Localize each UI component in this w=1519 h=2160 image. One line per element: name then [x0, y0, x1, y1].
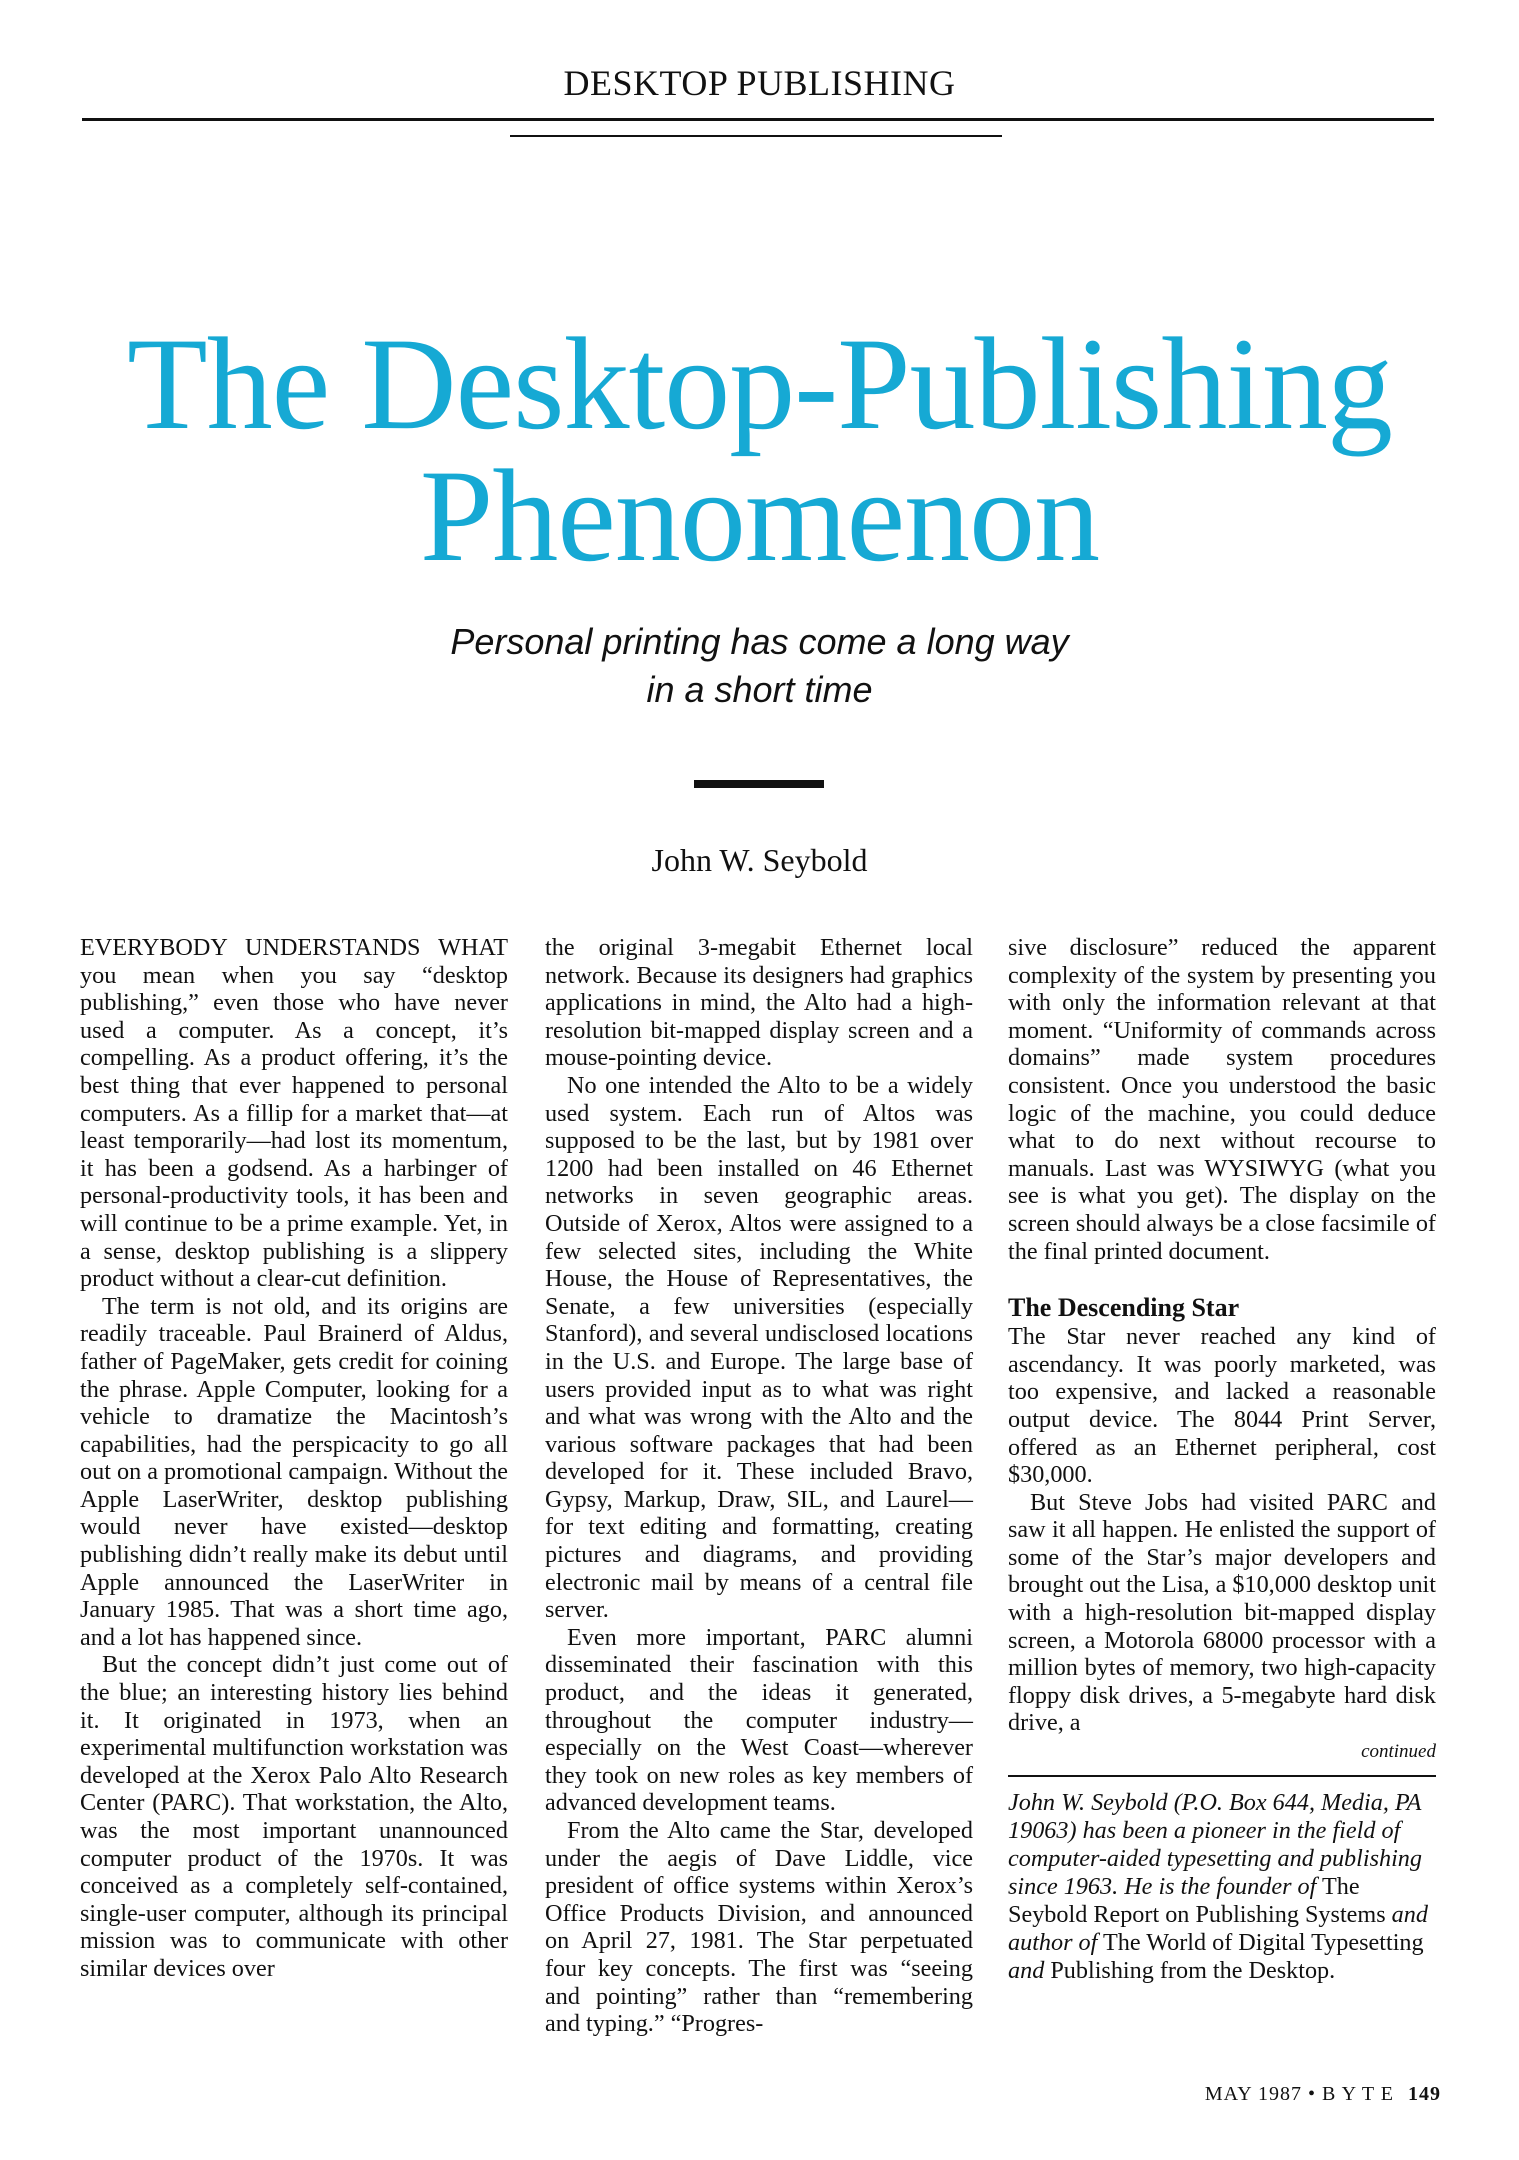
paragraph: No one intended the Alto to be a widely used system. Each run of Altos was supposed to be the last, but by 1981 over 1200 had been installed on 46 Ethernet networks in seven geographic areas. Outside of Xerox, Altos were assigned to a few selected sites, including the White House, the House of Representatives, the Senate, a few universities (especially Stanford), and several undisclosed locations in the U.S. and Europe. The large base of users provided input as to what was right and what was wrong with the Alto and the various software packages that had been developed for it. These included Bravo, Gypsy, Markup, Draw, SIL, and Laurel—for text editing and formatting, creating pictures and diagrams, and providing electronic mail by means of a central file server.	[545, 1071, 973, 1624]
paragraph: sive disclosure” reduced the apparent complexity of the system by presenting you with only the information relevant at that moment. “Uniformity of commands across domains” made system procedures consistent. Once you understood the basic logic of the machine, you could deduce what to do next without recourse to manuals. Last was WYSIWYG (what you see is what you get). The display on the screen should always be a close facsimile of the final printed document.	[1008, 934, 1436, 1265]
page-footer	[1205, 2083, 1441, 2106]
bio-roman-3: Publishing from the Desktop.	[1050, 1957, 1336, 1985]
bio-italic-2: and author of	[1008, 1901, 1428, 1957]
body-column-3	[1008, 934, 1436, 1985]
header-subrule	[510, 135, 1002, 137]
paragraph: From the Alto came the Star, developed under the aegis of Dave Liddle, vice president of office systems within Xerox’s Office Products Division, and announced on April 27, 1981. The Star perpetuated four key concepts. The first was “seeing and pointing” rather than “remembering and typing.” “Progres-	[545, 1817, 973, 2038]
body-column-1	[80, 934, 508, 1983]
bio-rule	[1008, 1775, 1436, 1777]
page-number: 149	[1408, 2083, 1441, 2105]
paragraph: EVERYBODY UNDERSTANDS WHAT you mean when you say “desktop publishing,” even those who have never used a computer. As a concept, it’s compelling. As a product offering, it’s the best thing that ever happened to personal computers. As a fillip for a market that—at least temporarily—had lost its momentum, it has been a godsend. As a harbinger of personal-productivity tools, it has been and will continue to be a prime example. Yet, in a sense, desktop publishing is a slippery product without a clear-cut definition.	[80, 934, 508, 1293]
paragraph: Even more important, PARC alumni disseminated their fascination with this product, and the ideas it generated, throughout the computer industry—especially on the West Coast—wherever they took on new roles as key members of advanced development teams.	[545, 1623, 973, 1817]
header-rule	[82, 118, 1434, 121]
bio-italic-3: and	[1008, 1957, 1045, 1985]
continued-label: continued	[1361, 1741, 1436, 1763]
article-title	[0, 310, 1519, 589]
paragraph: the original 3-megabit Ethernet local network. Because its designers had graphics applications in mind, the Alto had a high-resolution bit-mapped display screen and a mouse-pointing device.	[545, 934, 973, 1072]
article-subtitle	[0, 618, 1519, 714]
author-byline: John W. Seybold	[651, 842, 868, 878]
title-line-1: The Desktop-Publishing	[127, 310, 1392, 457]
bio-roman-1: The Seybold Report on Publishing Systems	[1008, 1873, 1386, 1929]
bio-roman-2: The World of Digital Typesetting	[1103, 1929, 1424, 1957]
paragraph: But Steve Jobs had visited PARC and saw it all happen. He enlisted the support of some of the Star’s major developers and brought out the Lisa, a $10,000 desktop unit with a high-resolution bit-mapped display screen, a Motorola 68000 processor with a million bytes of memory, two high-capacity floppy disk drives, a 5-megabyte hard disk drive, a	[1008, 1488, 1436, 1737]
subtitle-line-2: in a short time	[646, 669, 873, 710]
paragraph: But the concept didn’t just come out of the blue; an interesting history lies behind it. It originated in 1973, when an experimental multifunction workstation was developed at the Xerox Palo Alto Research Center (PARC). That workstation, the Alto, was the most important unannounced computer product of the 1970s. It was conceived as a completely self-contained, single-user computer, although its principal mission was to communicate with other similar devices over	[80, 1651, 508, 1982]
title-divider-bar	[694, 780, 824, 788]
paragraph: The term is not old, and its origins are readily traceable. Paul Brainerd of Aldus, father of PageMaker, gets credit for coining the phrase. Apple Computer, looking for a vehicle to dramatize the Macintosh’s capabilities, had the perspicacity to go all out on a promotional campaign. Without the Apple LaserWriter, desktop publishing would never have existed—desktop publishing didn’t really make its debut until Apple announced the LaserWriter in January 1985. That was a short time ago, and a lot has happened since.	[80, 1292, 508, 1651]
bio-italic-1: John W. Seybold (P.O. Box 644, Media, PA 19063) has been a pioneer in the field of computer-aided typesetting and publishing since 1963. He is the founder of	[1008, 1789, 1422, 1901]
body-column-2	[545, 934, 973, 2038]
title-line-2: Phenomenon	[419, 442, 1100, 589]
author-bio	[1008, 1789, 1436, 1985]
section-header: DESKTOP PUBLISHING	[563, 63, 956, 103]
subtitle-line-1: Personal printing has come a long way	[450, 621, 1069, 662]
footer-issue: MAY 1987 • B Y T E	[1204, 2083, 1394, 2105]
paragraph: The Star never reached any kind of ascendancy. It was poorly marketed, was too expensive, and lacked a reasonable output device. The 8044 Print Server, offered as an Ethernet peripheral, cost $30,000.	[1008, 1323, 1436, 1489]
section-subhead: The Descending Star	[1008, 1293, 1240, 1323]
